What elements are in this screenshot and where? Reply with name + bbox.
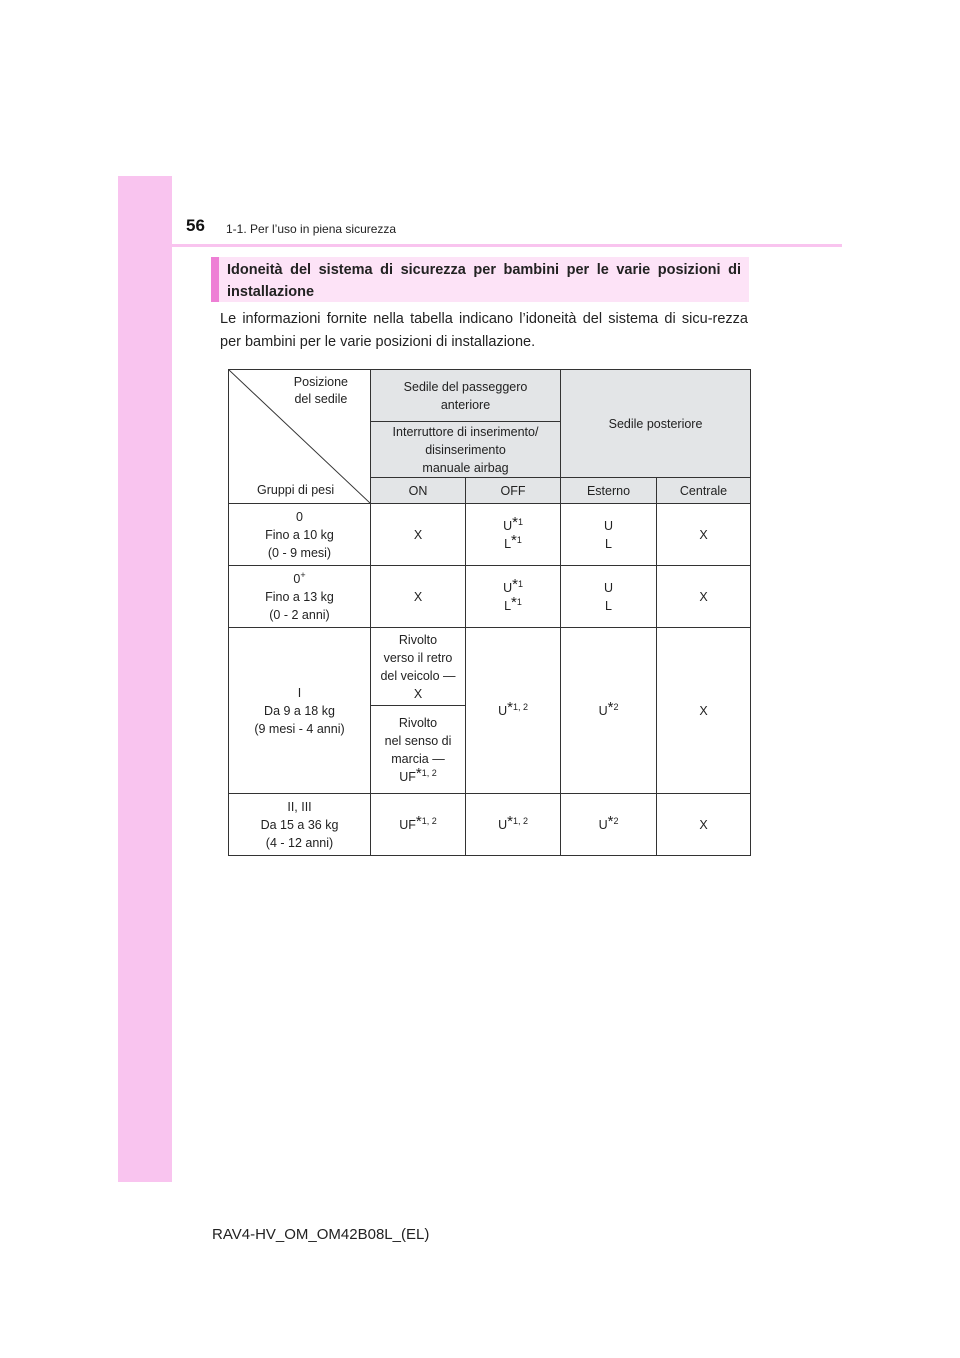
group-cell: II, III Da 15 a 36 kg (4 - 12 anni) bbox=[229, 794, 371, 856]
cell-off: U*$^1$ L*$^1$ bbox=[466, 566, 561, 628]
header-front-seat: Sedile del passeggero anteriore bbox=[371, 370, 561, 422]
child-seat-compatibility-table bbox=[228, 369, 751, 856]
cell-on: UF*$^{1, 2}$ bbox=[371, 794, 466, 856]
header-outer: Esterno bbox=[561, 478, 657, 504]
table-row bbox=[229, 566, 751, 628]
document-code: RAV4-HV_OM_OM42B08L_(EL) bbox=[212, 1226, 430, 1243]
cell-outer: U L bbox=[561, 504, 657, 566]
table-row bbox=[229, 504, 751, 566]
chapter-sidebar-tab bbox=[118, 176, 172, 1182]
cell-center: X bbox=[657, 794, 751, 856]
corner-weight-group-label: Gruppi di pesi bbox=[257, 483, 335, 497]
intro-paragraph: Le informazioni fornite nella tabella indicano l’idoneità del sistema di sicu-rezza per bambini per le varie posizioni di installazione. bbox=[220, 311, 748, 350]
cell-on-rear-facing: Rivolto verso il retro del veicolo — X bbox=[371, 628, 466, 706]
cell-outer: U*$^2$ bbox=[561, 794, 657, 856]
header-center: Centrale bbox=[657, 478, 751, 504]
group-cell: I Da 9 a 18 kg (9 mesi - 4 anni) bbox=[229, 628, 371, 794]
page-number: 56 bbox=[186, 216, 205, 235]
header-on: ON bbox=[371, 478, 466, 504]
cell-off: U*$^{1, 2}$ bbox=[466, 628, 561, 794]
table-corner-cell bbox=[229, 370, 371, 504]
cell-outer: U L bbox=[561, 566, 657, 628]
table-row bbox=[229, 628, 751, 706]
cell-off: U*$^{1, 2}$ bbox=[466, 794, 561, 856]
cell-center: X bbox=[657, 628, 751, 794]
cell-on: X bbox=[371, 566, 466, 628]
group-cell: 0+ Fino a 13 kg (0 - 2 anni) bbox=[229, 566, 371, 628]
header-rule bbox=[118, 244, 842, 247]
group-cell: 0 Fino a 10 kg (0 - 9 mesi) bbox=[229, 504, 371, 566]
cell-center: X bbox=[657, 504, 751, 566]
cell-outer: U*$^2$ bbox=[561, 628, 657, 794]
corner-seat-position-label: Posizione del sedile bbox=[293, 375, 348, 406]
cell-on: X bbox=[371, 504, 466, 566]
header-off: OFF bbox=[466, 478, 561, 504]
cell-center: X bbox=[657, 566, 751, 628]
header-rear-seat: Sedile posteriore bbox=[561, 370, 751, 478]
header-airbag-switch: Interruttore di inserimento/ disinserimento manuale airbag bbox=[371, 422, 561, 478]
chapter-title: 1-1. Per l’uso in piena sicurezza bbox=[226, 222, 397, 236]
cell-on-forward-facing: Rivolto nel senso di marcia — UF*$^{1, 2}$ bbox=[371, 706, 466, 794]
section-title: Idoneità del sistema di sicurezza per bambini per le varie posizioni di installazione bbox=[211, 257, 749, 302]
table-row bbox=[229, 794, 751, 856]
cell-off: U*$^1$ L*$^1$ bbox=[466, 504, 561, 566]
